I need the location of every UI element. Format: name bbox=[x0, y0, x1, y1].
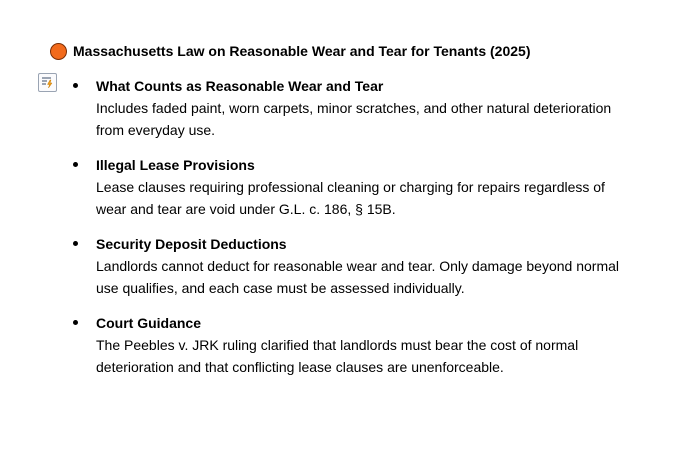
bullet-icon bbox=[73, 83, 78, 88]
copilot-rewrite-icon[interactable] bbox=[38, 73, 57, 92]
bullet-list bbox=[70, 75, 630, 378]
list-item-heading: Court Guidance bbox=[96, 315, 202, 331]
list-item[interactable] bbox=[70, 154, 630, 220]
list-item[interactable] bbox=[70, 233, 630, 299]
list-item-body: Includes faded paint, worn carpets, minor scratches, and other natural deterioration from everyday use. bbox=[96, 100, 612, 138]
orange-circle-icon bbox=[50, 43, 67, 60]
list-item[interactable] bbox=[70, 75, 630, 141]
document-title[interactable]: Massachusetts Law on Reasonable Wear and Tear for Tenants (2025) bbox=[73, 43, 531, 59]
list-item-heading: Security Deposit Deductions bbox=[96, 236, 287, 252]
list-item-body: The Peebles v. JRK ruling clarified that landlords must bear the cost of normal deterioration and that conflicting lease clauses are unenforceable. bbox=[96, 337, 579, 375]
list-item-heading: Illegal Lease Provisions bbox=[96, 157, 255, 173]
list-item-heading: What Counts as Reasonable Wear and Tear bbox=[96, 78, 384, 94]
list-item-body: Landlords cannot deduct for reasonable wear and tear. Only damage beyond normal use qualifies, and each case must be assessed individually. bbox=[96, 258, 620, 296]
list-item-body: Lease clauses requiring professional cleaning or charging for repairs regardless of wear and tear are void under G.L. c. 186, § 15B. bbox=[96, 179, 605, 217]
bullet-icon bbox=[73, 162, 78, 167]
list-item[interactable] bbox=[70, 312, 630, 378]
bullet-icon bbox=[73, 241, 78, 246]
document-title-row bbox=[50, 40, 530, 62]
bullet-icon bbox=[73, 320, 78, 325]
